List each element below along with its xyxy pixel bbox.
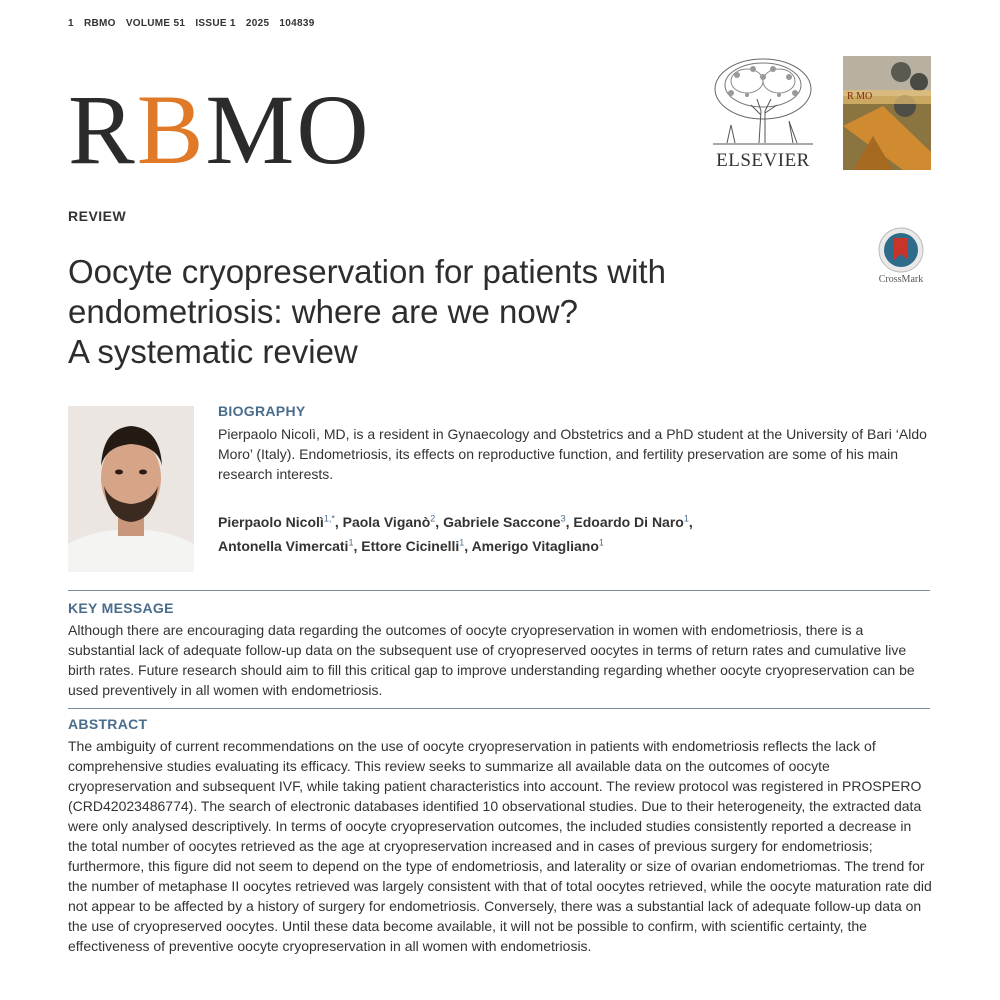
abstract-heading: ABSTRACT [68, 716, 148, 732]
journal-abbrev: RBMO [83, 18, 116, 29]
article-id: 104839 [279, 18, 315, 29]
author[interactable]: Amerigo Vitagliano$^1$ [471, 537, 604, 555]
author-photo [68, 406, 194, 572]
author[interactable]: Ettore Cicinelli$^1$, [361, 537, 472, 555]
volume: VOLUME 51 [125, 18, 186, 29]
journal-logo: RBMO [68, 74, 371, 185]
issue: ISSUE 1 [195, 18, 236, 29]
author-list [218, 508, 938, 557]
year: 2025 [245, 18, 270, 29]
author-portrait-icon [68, 406, 194, 572]
publisher-name: ELSEVIER [716, 150, 810, 171]
crossmark-icon [866, 226, 936, 274]
elsevier-tree-icon [707, 55, 819, 147]
cover-image-icon [843, 56, 931, 170]
key-message-heading: KEY MESSAGE [68, 600, 174, 616]
journal-cover-thumbnail[interactable] [843, 56, 931, 170]
crossmark-badge[interactable] [866, 226, 936, 296]
article-type: REVIEW [68, 208, 127, 224]
crossmark-label: CrossMark [878, 274, 924, 285]
author[interactable]: Pierpaolo Nicolì$^{1,*}$, [218, 513, 343, 530]
divider [68, 708, 930, 709]
author[interactable]: Antonella Vimercati$^1$, [218, 537, 362, 555]
running-header [68, 18, 322, 29]
elsevier-logo [707, 55, 819, 175]
article-title: Oocyte cryopreservation for patients with endometriosis: where are we now? A systematic review [68, 253, 666, 370]
author[interactable]: Paola Viganò$^2$, [342, 513, 444, 530]
abstract-text: The ambiguity of current recommendations on the use of oocyte cryopreservation in patients with endometriosis reflects the lack of comprehensive studies evaluating its efficacy. This review seeks to summarize all available data on the outcomes of oocyte cryopreservation and subsequent IVF, while taking patient characteristics into account. The review protocol was registered in PROSPERO (CRD42023486774). The search of electronic databases identified 10 observational studies. Due to their heterogeneity, the extracted data were only analysed descriptively. In terms of oocyte cryopreservation outcomes, the included studies consistently reported a decrease in the total number of oocytes retrieved as the age at cryopreservation increased and in cases of previous surgery for endometriosis; furthermore, this figure did not seem to depend on the type of endometriosis, and laterality or size of ovarian endometriomas. The trend for the number of metaphase II oocytes retrieved was largely consistent with that of total oocytes retrieved, while the oocyte maturation rate did not appear to be affected by a history of surgery for endometriosis. Conversely, there was a substantial lack of adequate follow-up data on the use of cryopreserved oocytes. Until these data become available, it will not be possible to confirm, with scientific certainty, the effectiveness of preventive oocyte cryopreservation in all women with endometriosis. [68, 738, 932, 954]
key-message-text: Although there are encouraging data regarding the outcomes of oocyte cryopreservation in women with endometriosis, there is a substantial lack of adequate follow-up data on the subsequent use of cryopreserved oocytes in terms of return rates and cumulative live birth rates. Future research should aim to fill this critical gap to improve understanding regarding whether oocyte cryopreservation can be used preventively in all women with endometriosis. [68, 622, 915, 698]
page-number: 1 [68, 18, 74, 29]
biography-text: Pierpaolo Nicolì, MD, is a resident in Gynaecology and Obstetrics and a PhD student at the University of Bari ‘Aldo Moro’ (Italy). Endometriosis, its effects on reproductive function, and fertility preservation are some of his main research interests. [218, 426, 927, 482]
divider [68, 590, 930, 591]
author[interactable]: Gabriele Saccone$^3$, [443, 513, 574, 530]
author[interactable]: Edoardo Di Naro$^1$, [573, 513, 693, 530]
biography-heading: BIOGRAPHY [218, 403, 306, 419]
cover-title: R MO [847, 91, 873, 102]
